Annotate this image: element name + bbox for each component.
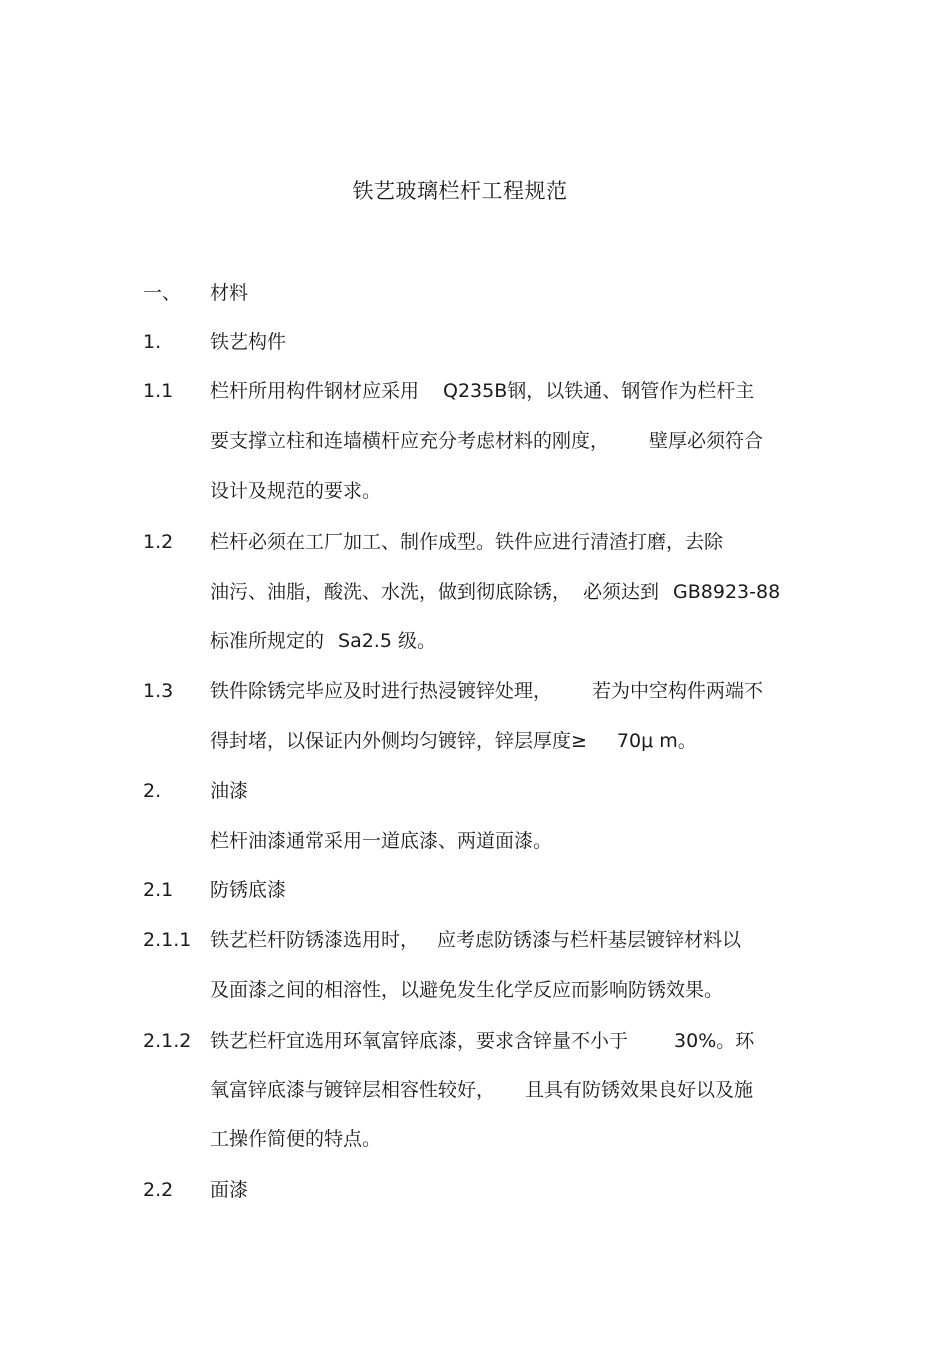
clause-line [0, 975, 950, 1005]
clause-number: 1.1 [143, 380, 174, 402]
clause-number: 2.1.1 [143, 929, 192, 951]
clause-text: 壁厚必须符合 [649, 430, 764, 452]
clause-text: 栏杆油漆通常采用一道底漆、两道面漆。 [210, 830, 553, 852]
clause-number: 1.2 [143, 531, 174, 553]
clause-line [0, 426, 950, 456]
clause-title: 油漆 [210, 780, 249, 802]
clause-text: 铁艺栏杆宜选用环氧富锌底漆，要求含锌量不小于 [210, 1030, 629, 1052]
clause-text: 氧富锌底漆与镀锌层相容性较好， [210, 1079, 496, 1101]
clause-heading [0, 1175, 950, 1205]
clause-text: 且具有防锈效果良好以及施 [525, 1079, 754, 1101]
clause-text: 若为中空构件两端不 [592, 680, 764, 702]
clause-line [0, 626, 950, 656]
clause-text: 要支撑立柱和连墙横杆应充分考虑材料的刚度， [210, 430, 610, 452]
clause-line [0, 826, 950, 856]
clause-line [0, 376, 950, 406]
clause-line [0, 1075, 950, 1105]
clause-text: 标准所规定的 [210, 630, 325, 652]
clause-text: 铁件除锈完毕应及时进行热浸镀锌处理， [210, 680, 553, 702]
document-title: 铁艺玻璃栏杆工程规范 [352, 179, 568, 203]
section-title: 材料 [210, 282, 249, 304]
clause-number: 2. [143, 780, 162, 802]
clause-number: 2.2 [143, 1179, 174, 1201]
clause-line [0, 476, 950, 506]
clause-line [0, 1124, 950, 1154]
clause-heading [0, 875, 950, 905]
clause-number: 1. [143, 331, 162, 353]
clause-line [0, 1026, 950, 1056]
standard-code: GB8923-88 [673, 581, 781, 603]
clause-number: 1.3 [143, 680, 174, 702]
clause-number: 2.1 [143, 879, 174, 901]
clause-heading [0, 776, 950, 806]
clause-text: 工操作简便的特点。 [210, 1128, 382, 1150]
clause-text: 栏杆必须在工厂加工、制作成型。铁件应进行清渣打磨，去除 [210, 531, 724, 553]
clause-line [0, 925, 950, 955]
clause-text: 得封堵，以保证内外侧均匀镀锌，锌层厚度≥ [210, 730, 587, 752]
clause-text: 栏杆所用构件钢材应采用 [210, 380, 420, 402]
clause-text: Sa2.5 级。 [338, 630, 436, 652]
clause-text: 必须达到 [583, 581, 660, 603]
clause-text: 设计及规范的要求。 [210, 480, 382, 502]
clause-heading [0, 327, 950, 357]
clause-text: 30%。环 [674, 1030, 755, 1052]
clause-text: 应考虑防锈漆与栏杆基层镀锌材料以 [437, 929, 742, 951]
clause-text: 70μ m。 [616, 730, 697, 752]
clause-line [0, 726, 950, 756]
clause-text: 铁艺栏杆防锈漆选用时， [210, 929, 420, 951]
section-heading [0, 278, 950, 308]
clause-line [0, 577, 950, 607]
clause-title: 防锈底漆 [210, 879, 287, 901]
clause-line [0, 527, 950, 557]
clause-title: 铁艺构件 [210, 331, 287, 353]
clause-text: 油污、油脂，酸洗、水洗，做到彻底除锈， [210, 581, 572, 603]
clause-number: 2.1.2 [143, 1030, 192, 1052]
clause-title: 面漆 [210, 1179, 249, 1201]
clause-text: 及面漆之间的相溶性，以避免发生化学反应而影响防锈效果。 [210, 979, 724, 1001]
clause-line [0, 676, 950, 706]
clause-text: Q235B钢，以铁通、钢管作为栏杆主 [443, 380, 755, 402]
section-number: 一、 [143, 282, 182, 304]
